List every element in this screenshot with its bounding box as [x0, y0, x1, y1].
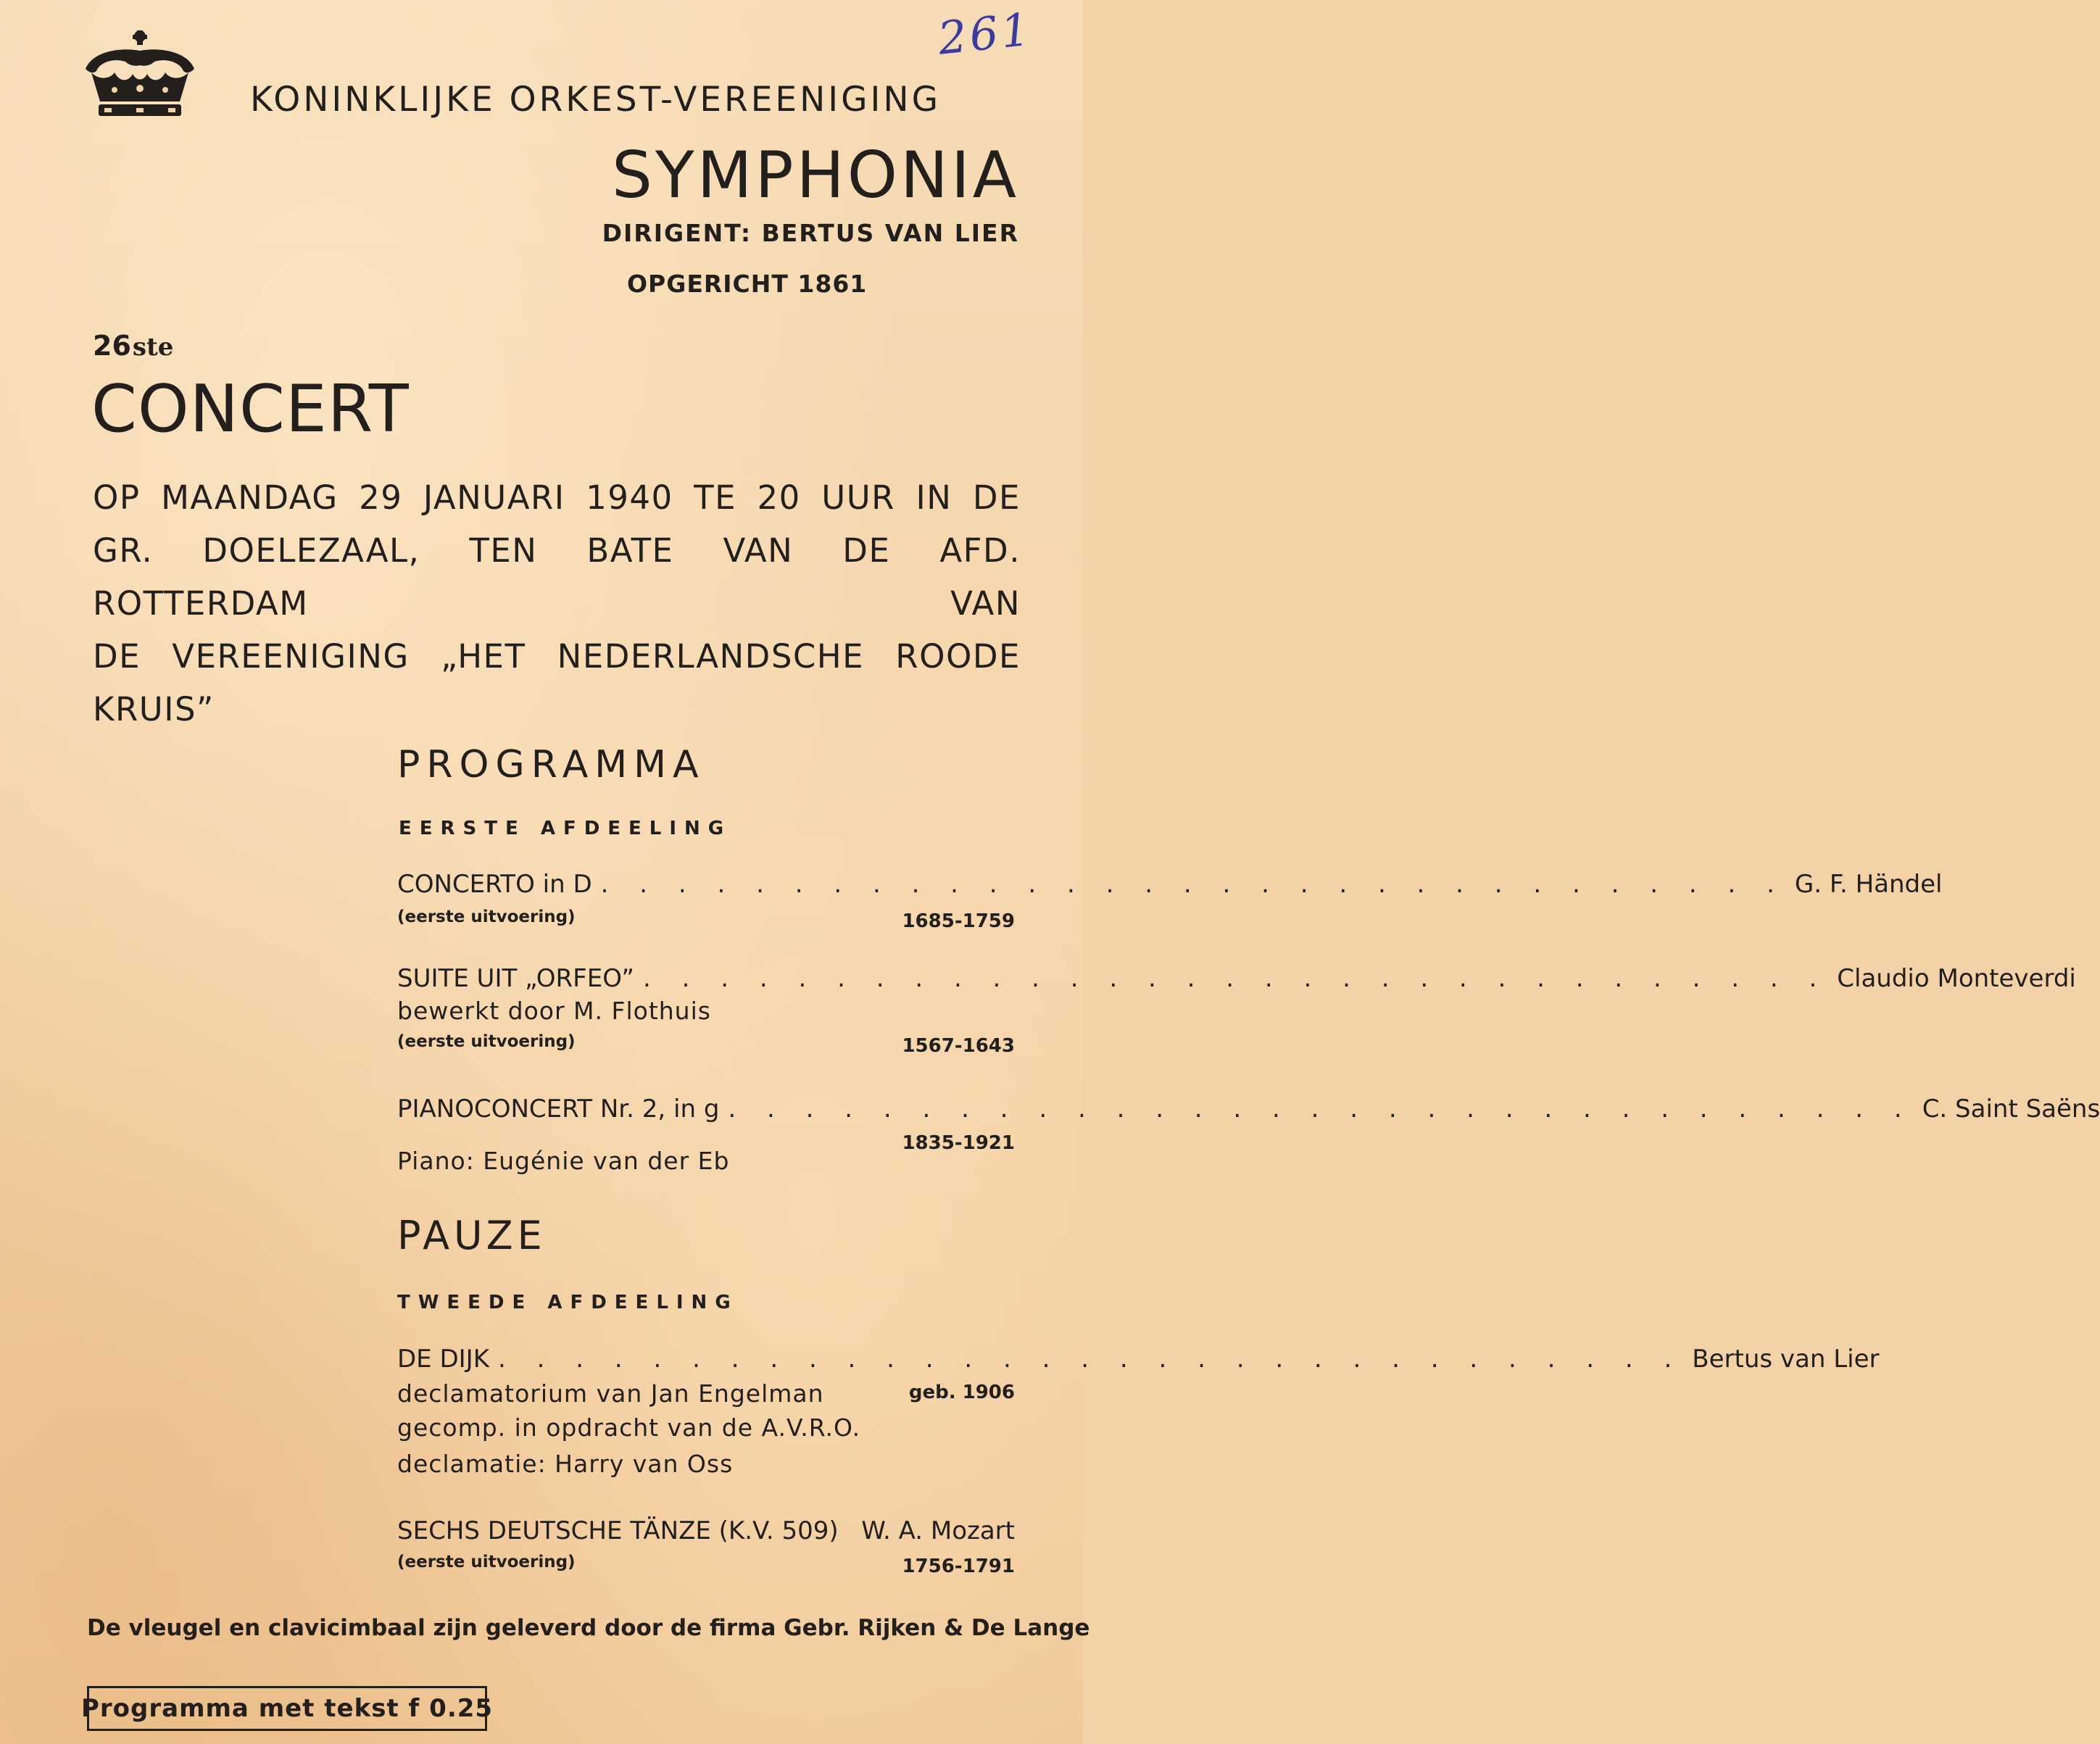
piece-note: declamatie: Harry van Oss	[397, 1450, 734, 1478]
composer: W. A. Mozart	[861, 1516, 1015, 1545]
concert-occasion	[93, 471, 1021, 736]
conductor: DIRIGENT: BERTUS VAN LIER	[602, 219, 1019, 247]
leader-dots: . . . . . . . . . . . . . . . . . . . . . . . . . . . . . . .	[643, 964, 1829, 993]
piece-title: SECHS DEUTSCHE TÄNZE (K.V. 509)	[397, 1516, 839, 1545]
composer: G. F. Händel	[1794, 870, 1943, 899]
programme-item	[397, 1345, 1880, 1374]
occasion-line: DE VEREENIGING „HET NEDERLANDSCHE ROODE KRUIS”	[93, 637, 1021, 728]
leader-dots: . . . . . . . . . . . . . . . . . . . . . . . . . . . . . . .	[600, 870, 1786, 899]
instrument-supplier: De vleugel en clavicimbaal zijn geleverd door de firma Gebr. Rijken & De Lange	[87, 1615, 1090, 1641]
piece-note: (eerste uitvoering)	[397, 1553, 576, 1571]
price-box	[80, 1686, 494, 1731]
piece-note: (eerste uitvoering)	[397, 1032, 576, 1051]
leader-dots: . . . . . . . . . . . . . . . . . . . . . . . . . . . . . . .	[498, 1345, 1684, 1374]
composer-dates: 1685-1759	[902, 910, 1015, 932]
archive-number: 261	[935, 2, 1035, 65]
programme-item	[397, 964, 2076, 993]
interval-heading: PAUZE	[397, 1213, 547, 1258]
composer-dates: 1756-1791	[902, 1556, 1015, 1577]
concert-number-ordinal: ste	[132, 333, 174, 362]
concert-number	[93, 330, 173, 362]
composer: Claudio Monteverdi	[1837, 964, 2076, 993]
society-name: KONINKLIJKE ORKEST-VEREENIGING	[250, 80, 941, 120]
crown-icon	[78, 29, 202, 123]
composer-dates: geb. 1906	[908, 1382, 1015, 1403]
piece-note: (eerste uitvoering)	[397, 908, 576, 926]
composer-dates: 1835-1921	[902, 1132, 1015, 1154]
leader-dots: . . . . . . . . . . . . . . . . . . . . . . . . . . . . . . .	[728, 1095, 1914, 1124]
programme-item	[397, 1095, 2100, 1124]
founded: OPGERICHT 1861	[627, 270, 868, 298]
piece-note: gecomp. in opdracht van de A.V.R.O.	[397, 1413, 861, 1442]
part-two-heading: TWEEDE AFDEELING	[397, 1292, 739, 1313]
programme-item	[397, 870, 1943, 899]
piece-title: SUITE UIT „ORFEO”	[397, 964, 635, 993]
piece-note: bewerkt door M. Flothuis	[397, 997, 711, 1025]
concert-number-value: 26	[93, 330, 131, 362]
piece-note: Piano: Eugénie van der Eb	[397, 1147, 730, 1175]
programme-heading: PROGRAMMA	[397, 743, 705, 786]
part-one-heading: EERSTE AFDEELING	[399, 818, 732, 839]
orchestra-name: SYMPHONIA	[611, 138, 1019, 212]
composer: Bertus van Lier	[1692, 1345, 1880, 1374]
piece-title: DE DIJK	[397, 1345, 490, 1374]
programme-item	[397, 1516, 1015, 1545]
occasion-line: GR. DOELEZAAL, TEN BATE VAN DE AFD. ROTTERDAM VAN	[93, 531, 1021, 623]
composer-dates: 1567-1643	[902, 1035, 1015, 1057]
occasion-line: OP MAANDAG 29 JANUARI 1940 TE 20 UUR IN DE	[93, 478, 1021, 517]
composer: C. Saint Saëns	[1922, 1095, 2100, 1124]
price-label: Programma met tekst f 0.25	[80, 1694, 494, 1723]
piece-title: CONCERTO in D	[397, 870, 592, 899]
concert-title: CONCERT	[91, 371, 410, 447]
piece-note: declamatorium van Jan Engelman	[397, 1379, 824, 1408]
piece-title: PIANOCONCERT Nr. 2, in g	[397, 1095, 720, 1124]
